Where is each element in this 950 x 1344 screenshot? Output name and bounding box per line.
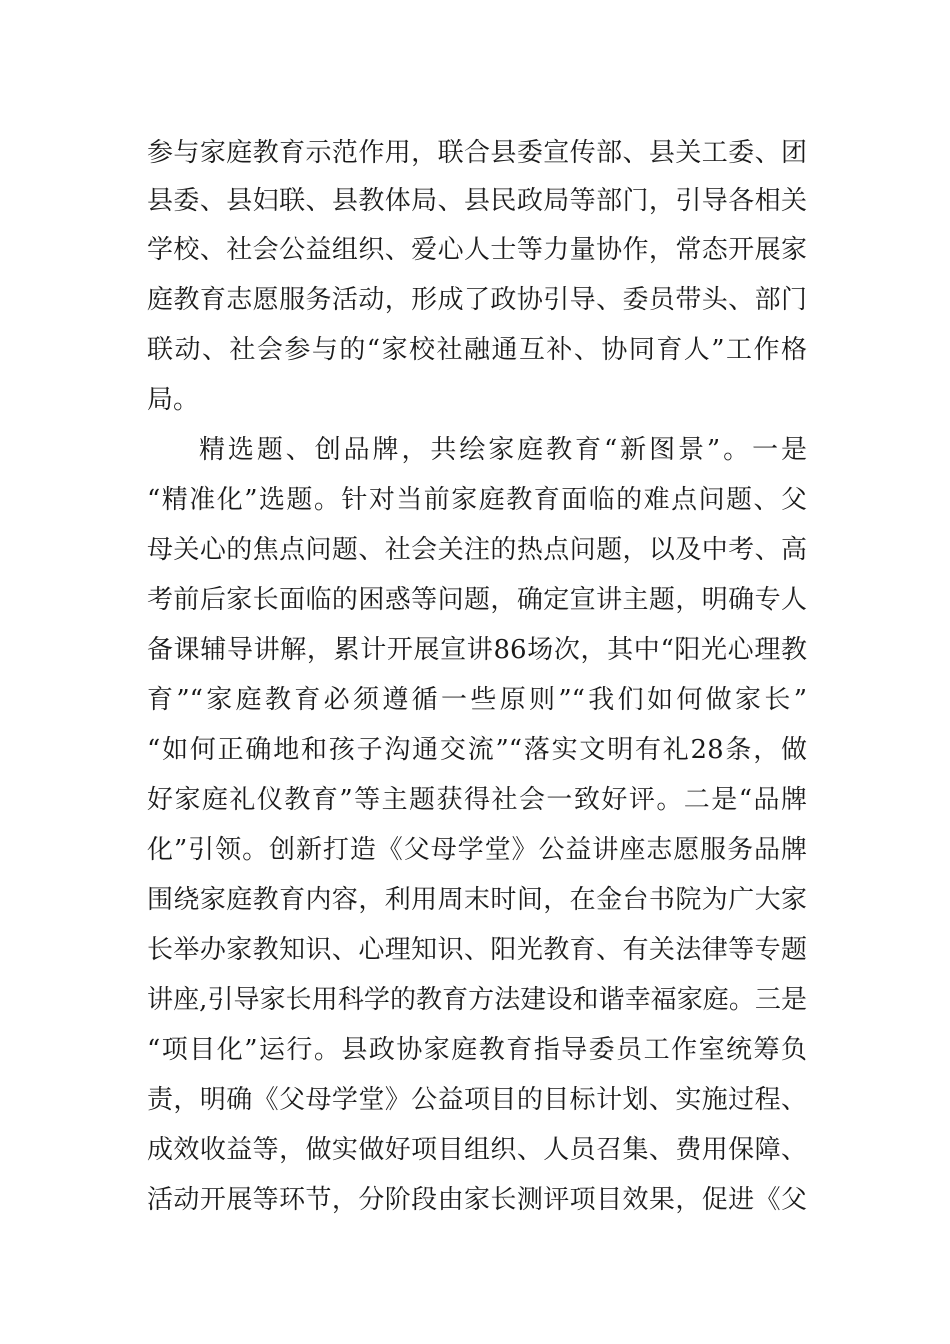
text-line: 参与家庭教育示范作用，联合县委宣传部、县关工委、团 [147, 138, 807, 168]
text-line: 庭教育志愿服务活动，形成了政协引导、委员带头、部门 [147, 285, 807, 315]
text-line: 好家庭礼仪教育”等主题获得社会一致好评。二是“品牌 [147, 785, 807, 815]
text-line: 县委、县妇联、县教体局、县民政局等部门，引导各相关 [147, 186, 807, 216]
text-line: 责，明确《父母学堂》公益项目的目标计划、实施过程、 [147, 1085, 807, 1115]
text-line: “精准化”选题。针对当前家庭教育面临的难点问题、父 [147, 485, 807, 515]
text-line: 考前后家长面临的困惑等问题，确定宣讲主题，明确专人 [147, 585, 807, 615]
paragraph-first-line: 精选题、创品牌，共绘家庭教育“新图景”。一是 [199, 435, 807, 465]
text-line: 学校、社会公益组织、爱心人士等力量协作，常态开展家 [147, 235, 807, 265]
text-line: 母关心的焦点问题、社会关注的热点问题，以及中考、高 [147, 535, 807, 565]
text-line: 联动、社会参与的“家校社融通互补、协同育人”工作格 [147, 335, 807, 365]
text-line: 备课辅导讲解，累计开展宣讲86场次，其中“阳光心理教 [147, 635, 807, 665]
text-line: 育”“家庭教育必须遵循一些原则”“我们如何做家长” [147, 685, 807, 715]
text-line: 长举办家教知识、心理知识、阳光教育、有关法律等专题 [147, 935, 807, 965]
text-line: 围绕家庭教育内容，利用周末时间，在金台书院为广大家 [147, 885, 807, 915]
text-line: 成效收益等，做实做好项目组织、人员召集、费用保障、 [147, 1135, 807, 1165]
text-line: 局。 [147, 385, 200, 415]
text-line: 化”引领。创新打造《父母学堂》公益讲座志愿服务品牌 [147, 835, 807, 865]
text-line: “项目化”运行。县政协家庭教育指导委员工作室统筹负 [147, 1035, 807, 1065]
text-line: 讲座,引导家长用科学的教育方法建设和谐幸福家庭。三是 [147, 985, 807, 1015]
text-line: 活动开展等环节，分阶段由家长测评项目效果，促进《父 [147, 1185, 807, 1215]
text-line: “如何正确地和孩子沟通交流”“落实文明有礼28条，做 [147, 735, 807, 765]
